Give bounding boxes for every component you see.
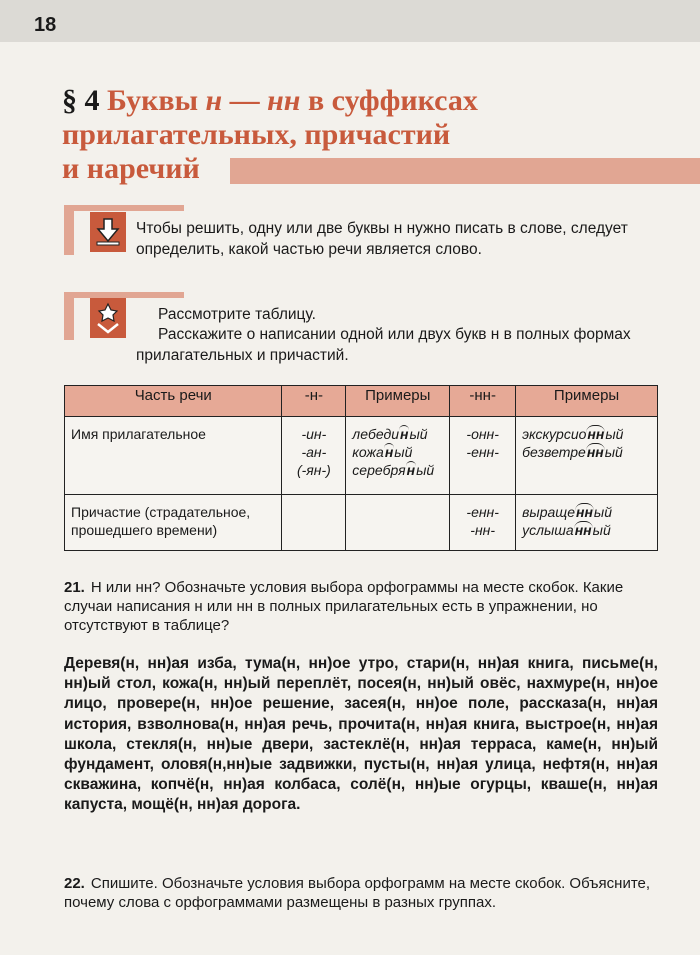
- table-header: Примеры: [346, 386, 450, 417]
- page-number: 18: [34, 14, 57, 36]
- suffix-text: -енн-: [466, 444, 499, 460]
- example-stem: экскурсио: [522, 426, 587, 442]
- table-cell-n-suffixes: [282, 495, 346, 551]
- example-ending: ый: [416, 462, 435, 478]
- exercise-22-instruction-text: Спишите. Обозначьте условия выбора орфограмм на месте скобок. Объясните, почему слова с орфограммами размещены в разных группах.: [64, 875, 651, 911]
- suffix-text: -ин-: [301, 426, 327, 442]
- suffix-text: (-ян-): [296, 462, 331, 478]
- task-line-1: Рассмотрите таблицу.: [158, 306, 316, 323]
- table-cell-part: Имя прилагательное: [65, 417, 282, 495]
- suffix-text: -енн-: [466, 504, 499, 520]
- task-side-bar: [64, 292, 74, 340]
- table-cell-n-suffixes: [282, 417, 346, 495]
- section-mark: § 4: [62, 84, 100, 117]
- title-letter-nn: нн: [267, 84, 301, 117]
- exercise-21-instruction-text: Н или нн? Обозначьте условия выбора орфограммы на месте скобок. Какие случаи написания н или нн в полных прилагательных есть в упражнении, но отсутствуют в таблице?: [64, 579, 624, 634]
- title-suffix: в суффиксах: [300, 84, 478, 117]
- exercise-21-number: 21.: [64, 579, 85, 596]
- rule-side-bar: [64, 205, 74, 255]
- example-ending: ый: [604, 444, 623, 460]
- example-ending: ый: [605, 426, 624, 442]
- exercise-21-instruction: [64, 578, 660, 635]
- down-arrow-icon: [90, 212, 126, 252]
- example-word: [352, 461, 443, 479]
- table-cell-nn-suffixes: [450, 417, 516, 495]
- table-row: [65, 495, 658, 551]
- rule-top-bar: [64, 205, 184, 211]
- table-header: -нн-: [450, 386, 516, 417]
- example-suffix-highlight: нн: [587, 426, 605, 442]
- example-suffix-highlight: н: [400, 426, 409, 442]
- example-stem: выраще: [522, 504, 575, 520]
- rule-text: Чтобы решить, одну или две буквы н нужно писать в слове, следует определить, какой частью речи является слово.: [136, 220, 628, 258]
- example-ending: ый: [394, 444, 413, 460]
- exercise-21-text: Деревя(н, нн)ая изба, тума(н, нн)ое утро, стари(н, нн)ая книга, письме(н, нн)ый стол, кожа(н, нн)ый переплёт, посея(н, нн)ый овёс, нахмуре(н, нн)ое лицо, провере(н, нн)ое решение, засея(н, нн)ое поле, рассказа(н, нн)ая история, взволнова(н, нн)ая речь, прочита(н, нн)ая книга, выстрое(н, нн)ая школа, стекля(н, нн)ые двери, застеклё(н, нн)ая терраса, каме(н, нн)ый фундамент, оловя(н,нн)ые задвижки, пусты(н, нн)ая улица, нефтя(н, нн)ая скважина, копчё(н, нн)ая колбаса, солё(н, нн)ые огурцы, кваше(н, нн)ая капуста, мощё(н, нн)ая дорога.: [64, 655, 658, 814]
- title-line-3: и наречий: [62, 152, 200, 185]
- table-cell-part: Причастие (страдательное, прошедшего времени): [65, 495, 282, 551]
- title-line-2: прилагательных, причастий: [62, 118, 451, 151]
- exercise-22-number: 22.: [64, 875, 85, 892]
- table-header: Примеры: [516, 386, 658, 417]
- example-ending: ый: [409, 426, 428, 442]
- title-letter-n: н: [205, 84, 223, 117]
- suffix-text: -ан-: [301, 444, 327, 460]
- example-word: [522, 425, 651, 443]
- page-header-bar: [0, 0, 700, 42]
- example-word: [522, 503, 651, 521]
- table-cell-nn-examples: [516, 495, 658, 551]
- example-stem: услыша: [522, 522, 574, 538]
- title-dash: —: [222, 84, 268, 117]
- example-suffix-highlight: нн: [586, 444, 604, 460]
- table-cell-nn-examples: [516, 417, 658, 495]
- example-suffix-highlight: нн: [576, 504, 593, 520]
- suffix-text: -нн-: [470, 522, 496, 538]
- example-ending: ый: [592, 522, 611, 538]
- example-word: [352, 443, 443, 461]
- suffix-text: -онн-: [466, 426, 499, 442]
- example-stem: безветре: [522, 444, 586, 460]
- title-underline-bar: [230, 158, 700, 184]
- exercise-22-instruction: [64, 874, 660, 912]
- title-prefix: Буквы: [107, 84, 206, 117]
- star-diamond-icon: [90, 298, 126, 338]
- example-ending: ый: [593, 504, 613, 520]
- suffix-table: [64, 385, 658, 551]
- table-header: Часть речи: [65, 386, 282, 417]
- table-cell-n-examples: [346, 417, 450, 495]
- table-cell-n-examples: [346, 495, 450, 551]
- example-stem: серебря: [352, 462, 406, 478]
- table-cell-nn-suffixes: [450, 495, 516, 551]
- example-suffix-highlight: нн: [574, 522, 592, 538]
- example-word: [352, 425, 443, 443]
- example-stem: кожа: [352, 444, 384, 460]
- task-line-2: Расскажите о написании одной или двух букв н в полных формах прилагательных и причастий.: [136, 326, 631, 364]
- table-row: [65, 417, 658, 495]
- table-header: -н-: [282, 386, 346, 417]
- example-word: [522, 521, 651, 539]
- example-word: [522, 443, 651, 461]
- example-stem: лебеди: [352, 426, 400, 442]
- table-header-row: [65, 386, 658, 417]
- example-suffix-highlight: н: [406, 462, 416, 478]
- example-suffix-highlight: н: [384, 444, 394, 460]
